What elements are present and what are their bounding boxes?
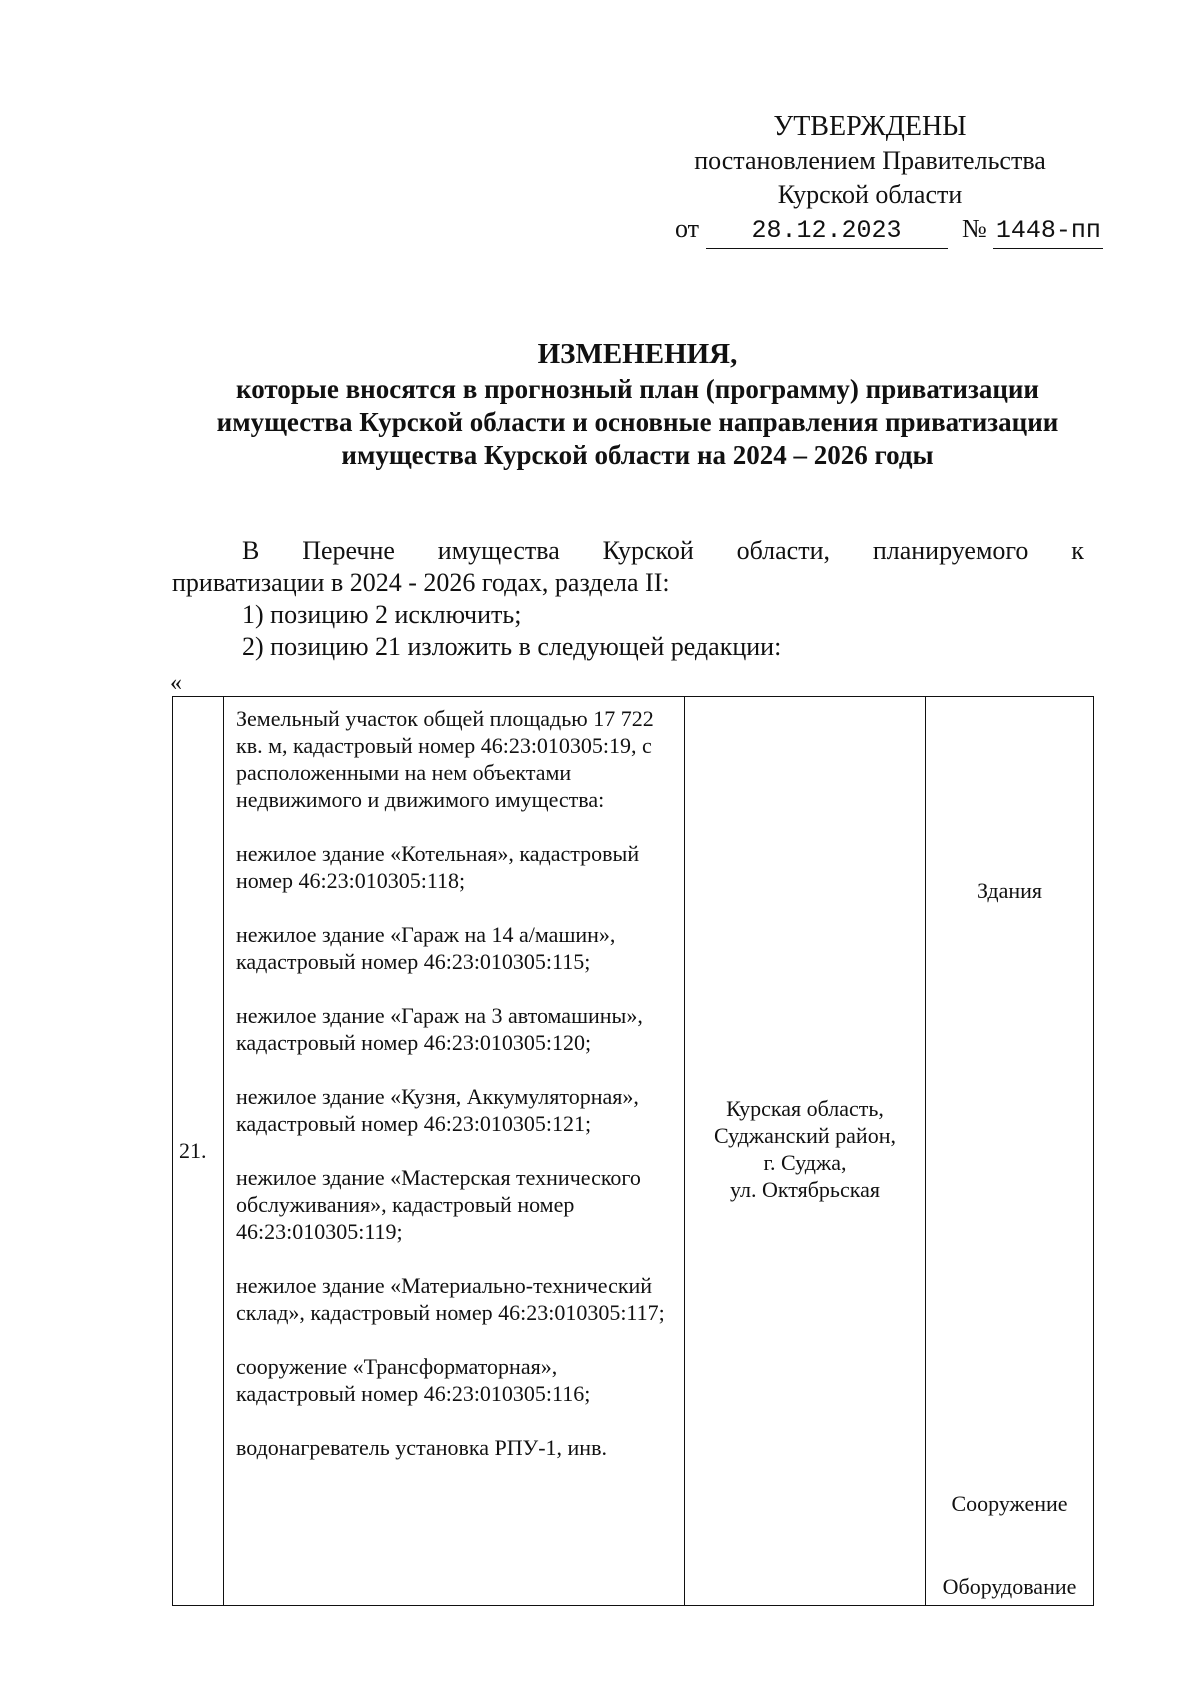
heading-line-3: имущества Курской области на 2024 – 2026 годы: [341, 440, 934, 470]
address-line: г. Суджа,: [763, 1150, 847, 1175]
heading-title: ИЗМЕНЕНИЯ,: [537, 338, 738, 370]
address-line: ул. Октябрьская: [730, 1177, 880, 1202]
approval-line-1: постановлением Правительства: [694, 146, 1046, 175]
opening-quote: «: [170, 670, 182, 696]
number-prefix: №: [962, 214, 987, 243]
intro-word: к: [1071, 536, 1084, 565]
type-structure: Сооружение: [951, 1491, 1068, 1516]
description-item: сооружение «Трансформаторная», кадастровый номер 46:23:010305:116;: [236, 1354, 591, 1406]
date-prefix: от: [675, 214, 700, 243]
intro-line-1: [172, 535, 1084, 567]
position-number: 21.: [179, 1138, 207, 1163]
document-heading: [150, 338, 1125, 472]
intro-word: Курской: [602, 536, 694, 565]
intro-word: планируемого: [872, 536, 1029, 565]
description-item: нежилое здание «Гараж на 3 автомашины», кадастровый номер 46:23:010305:120;: [236, 1003, 643, 1055]
address-line: Суджанский район,: [714, 1123, 896, 1148]
intro-word: области,: [736, 536, 830, 565]
table-row: [173, 697, 1094, 1606]
description-item: водонагреватель установка РПУ-1, инв.: [236, 1435, 607, 1460]
intro-word: В: [242, 536, 260, 565]
type-cell: [926, 697, 1094, 1606]
approval-block: [660, 110, 1101, 249]
intro-item-1: 1) позицию 2 исключить;: [242, 600, 522, 629]
intro-word: Перечне: [302, 536, 395, 565]
description-item: нежилое здание «Кузня, Аккумуляторная», кадастровый номер 46:23:010305:121;: [236, 1084, 639, 1136]
approval-number: 1448-пп: [993, 214, 1103, 249]
approval-date-line: [660, 212, 1101, 249]
description-item: нежилое здание «Материально-технический склад», кадастровый номер 46:23:010305:117;: [236, 1273, 665, 1325]
privatization-table: [172, 696, 1094, 1606]
address-line: Курская область,: [726, 1096, 884, 1121]
description-item: нежилое здание «Мастерская технического обслуживания», кадастровый номер 46:23:010305:119;: [236, 1165, 641, 1244]
intro-word: имущества: [437, 536, 560, 565]
approval-date: 28.12.2023: [706, 214, 948, 249]
intro-item-2: 2) позицию 21 изложить в следующей редакции:: [242, 632, 782, 661]
type-equipment: Оборудование: [942, 1574, 1077, 1599]
heading-line-1: которые вносятся в прогнозный план (программу) приватизации: [236, 374, 1039, 404]
approval-title: УТВЕРЖДЕНЫ: [773, 111, 967, 142]
address-cell: [685, 697, 926, 1606]
heading-line-2: имущества Курской области и основные направления приватизации: [216, 407, 1059, 437]
description-item: нежилое здание «Котельная», кадастровый номер 46:23:010305:118;: [236, 841, 640, 893]
description-item: нежилое здание «Гараж на 14 а/машин», кадастровый номер 46:23:010305:115;: [236, 922, 616, 974]
type-buildings: Здания: [976, 878, 1043, 903]
approval-line-2: Курской области: [777, 180, 963, 209]
description-cell: [224, 697, 685, 1606]
intro-paragraph: [172, 535, 1084, 663]
intro-line-2: приватизации в 2024 - 2026 годах, раздела II:: [172, 568, 670, 597]
description-item: Земельный участок общей площадью 17 722 кв. м, кадастровый номер 46:23:010305:19, с расположенными на нем объектами недвижимого и движимого имущества:: [236, 706, 654, 812]
